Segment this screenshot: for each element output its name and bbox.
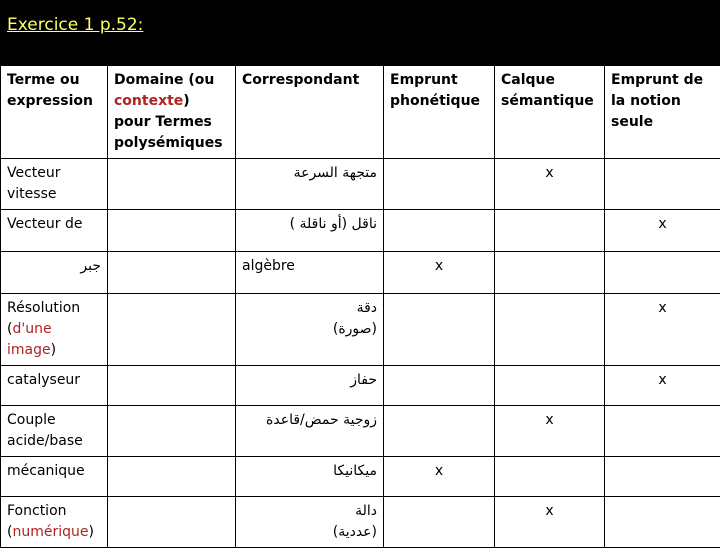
term-cell: Vecteur vitesse [1,159,108,210]
check-mark: x [545,501,553,522]
mark-cell-col4 [384,252,495,294]
header-calque-semantique: Calque sémantique [495,66,605,159]
mark-cell-col6 [605,366,720,406]
mark-cell-col5 [495,252,605,294]
mark-cell-col6 [605,294,720,366]
table-row [1,406,720,457]
check-mark: x [545,410,553,431]
check-mark: x [658,214,666,235]
check-mark: x [435,256,443,277]
correspondant-cell: دالة (عددية) [236,497,384,548]
header-correspondant: Correspondant [236,66,384,159]
term-cell: Fonction (numérique) [1,497,108,548]
table-row [1,210,720,252]
term-cell: catalyseur [1,366,108,406]
mark-cell-col5 [495,406,605,457]
mark-cell-col6 [605,252,720,294]
header-row [1,66,720,159]
mark-cell-col4 [384,159,495,210]
term-cell: جبر [1,252,108,294]
header-domain: Domaine (ou contexte) pour Termes polysémiques [108,66,236,159]
table-row [1,457,720,497]
domain-cell [108,252,236,294]
header-emprunt-notion: Emprunt de la notion seule [605,66,720,159]
mark-cell-col6 [605,457,720,497]
mark-cell-col6 [605,159,720,210]
term-cell: Résolution (d'une image) [1,294,108,366]
domain-cell [108,294,236,366]
correspondant-cell: ناقل (أو ناقلة ) [236,210,384,252]
mark-cell-col4 [384,366,495,406]
term-cell: mécanique [1,457,108,497]
mark-cell-col5 [495,457,605,497]
header-emprunt-phonetique: Emprunt phonétique [384,66,495,159]
header-term: Terme ou expression [1,66,108,159]
mark-cell-col4 [384,294,495,366]
correspondant-cell: حفاز [236,366,384,406]
correspondant-cell: متجهة السرعة [236,159,384,210]
check-mark: x [435,461,443,482]
correspondant-cell: ميكانيكا [236,457,384,497]
table-row [1,294,720,366]
mark-cell-col4 [384,210,495,252]
check-mark: x [658,370,666,391]
term-cell: Couple acide/base [1,406,108,457]
domain-cell [108,406,236,457]
correspondant-cell: زوجية حمض/قاعدة [236,406,384,457]
domain-cell [108,210,236,252]
check-mark: x [545,163,553,184]
mark-cell-col5 [495,294,605,366]
exercise-title: Exercice 1 p.52: [7,15,143,35]
mark-cell-col4 [384,406,495,457]
correspondant-cell: دقة (صورة) [236,294,384,366]
domain-cell [108,457,236,497]
check-mark: x [658,298,666,319]
mark-cell-col5 [495,366,605,406]
mark-cell-col5 [495,210,605,252]
correspondant-cell: algèbre [236,252,384,294]
table-row [1,252,720,294]
domain-cell [108,159,236,210]
mark-cell-col4 [384,457,495,497]
domain-cell [108,366,236,406]
mark-cell-col6 [605,406,720,457]
table-row [1,159,720,210]
table-row [1,366,720,406]
mark-cell-col6 [605,210,720,252]
term-cell: Vecteur de [1,210,108,252]
mark-cell-col5 [495,159,605,210]
terms-table [0,65,720,548]
